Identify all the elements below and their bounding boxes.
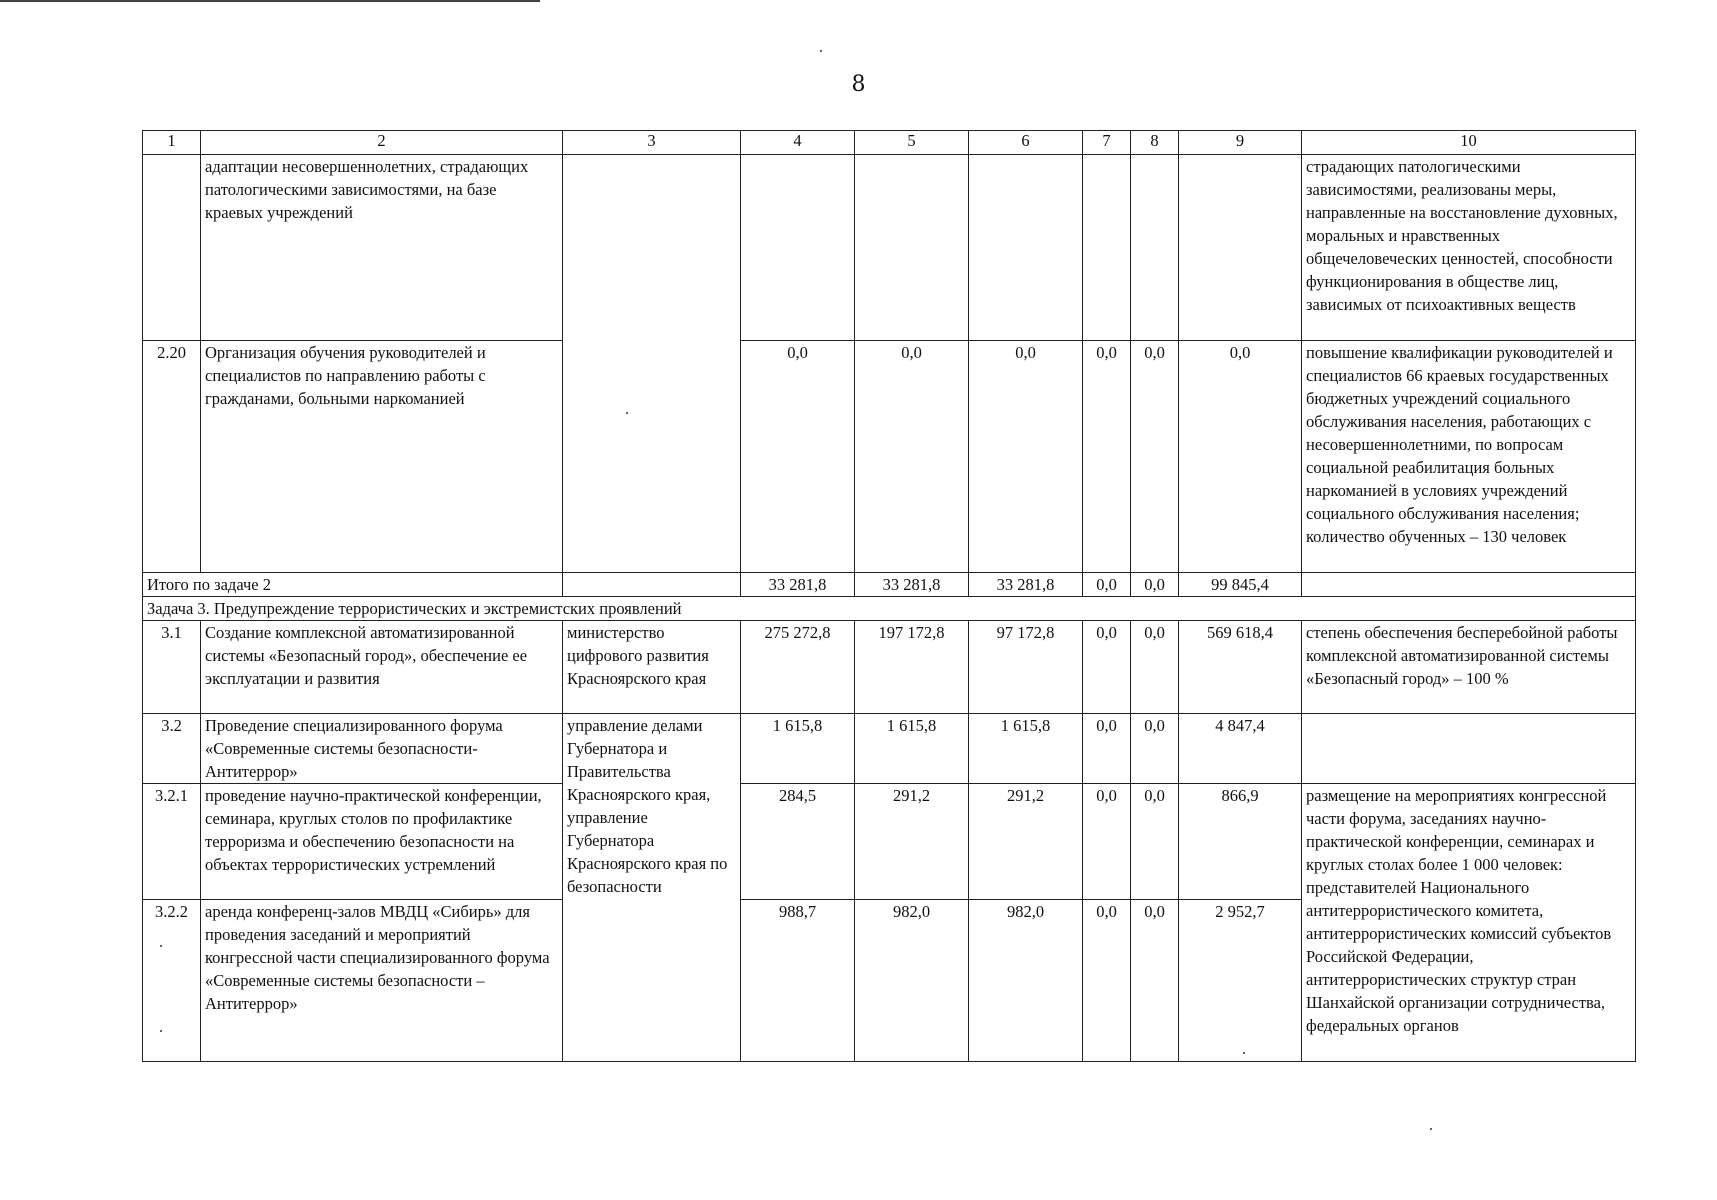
- col-header-8: 8: [1131, 131, 1179, 155]
- col-header-10: 10: [1302, 131, 1636, 155]
- program-table: [142, 130, 1636, 1062]
- row-number: 3.2: [143, 714, 201, 784]
- col-header-1: 1: [143, 131, 201, 155]
- total-value-7: 0,0: [1083, 573, 1131, 597]
- table-row-3-2: [143, 714, 1636, 784]
- executor-cell: [563, 155, 741, 573]
- value-9: 0,0: [1179, 341, 1302, 573]
- col-header-3: 3: [563, 131, 741, 155]
- value-4: 0,0: [741, 341, 855, 573]
- value-4: 988,7: [741, 900, 855, 1062]
- col-header-4: 4: [741, 131, 855, 155]
- measure-name: Организация обучения руководителей и специалистов по направлению работы с гражданами, больными наркоманией: [201, 341, 563, 573]
- value-6: 0,0: [969, 341, 1083, 573]
- value-9: 4 847,4: [1179, 714, 1302, 784]
- total-label: Итого по задаче 2: [143, 573, 563, 597]
- value-5: 982,0: [855, 900, 969, 1062]
- value-4: [741, 155, 855, 341]
- total-value-8: 0,0: [1131, 573, 1179, 597]
- value-7: 0,0: [1083, 714, 1131, 784]
- value-5: 0,0: [855, 341, 969, 573]
- executor-cell: министерство цифрового развития Красноярского края: [563, 621, 741, 714]
- measure-name: проведение научно-практической конференции, семинара, круглых столов по профилактике терроризма и обеспечению безопасности на объектах террористических устремлений: [201, 784, 563, 900]
- measure-name: адаптации несовершеннолетних, страдающих патологическими зависимостями, на базе краевых учреждений: [201, 155, 563, 341]
- scan-speck: [1430, 1128, 1432, 1130]
- row-number: 3.2.2: [143, 900, 201, 1062]
- value-8: 0,0: [1131, 900, 1179, 1062]
- value-7: [1083, 155, 1131, 341]
- measure-name: Создание комплексной автоматизированной системы «Безопасный город», обеспечение ее эксплуатации и развития: [201, 621, 563, 714]
- expected-result: размещение на мероприятиях конгрессной части форума, заседаниях научно-практической конференции, семинарах и круглых столах более 1 000 человек: представителей Национального антитеррористического комитета, антитеррористических комиссий субъектов Российской Федерации, антитеррористических структур стран Шанхайской организации сотрудничества, федеральных органов: [1302, 784, 1636, 1062]
- col-header-2: 2: [201, 131, 563, 155]
- row-number: 2.20: [143, 341, 201, 573]
- scan-speck: [820, 50, 822, 52]
- expected-result: [1302, 714, 1636, 784]
- expected-result: степень обеспечения бесперебойной работы комплексной автоматизированной системы «Безопасный город» – 100 %: [1302, 621, 1636, 714]
- value-9: 866,9: [1179, 784, 1302, 900]
- value-5: [855, 155, 969, 341]
- value-8: 0,0: [1131, 621, 1179, 714]
- col-header-9: 9: [1179, 131, 1302, 155]
- row-number: 3.2.1: [143, 784, 201, 900]
- value-9: 569 618,4: [1179, 621, 1302, 714]
- col-header-7: 7: [1083, 131, 1131, 155]
- value-5: 1 615,8: [855, 714, 969, 784]
- value-8: 0,0: [1131, 341, 1179, 573]
- expected-result: [1302, 573, 1636, 597]
- col-header-6: 6: [969, 131, 1083, 155]
- total-value-9: 99 845,4: [1179, 573, 1302, 597]
- measure-name: аренда конференц-залов МВДЦ «Сибирь» для проведения заседаний и мероприятий конгрессной части специализированного форума «Современные системы безопасности – Антитеррор»: [201, 900, 563, 1062]
- executor-cell: управление делами Губернатора и Правительства Красноярского края, управление Губернатора Красноярского края по безопасности: [563, 714, 741, 1062]
- value-7: 0,0: [1083, 784, 1131, 900]
- table-row-task-3-header: [143, 597, 1636, 621]
- total-value-4: 33 281,8: [741, 573, 855, 597]
- measure-name: Проведение специализированного форума «Современные системы безопасности-Антитеррор»: [201, 714, 563, 784]
- value-8: [1131, 155, 1179, 341]
- value-8: 0,0: [1131, 714, 1179, 784]
- total-value-6: 33 281,8: [969, 573, 1083, 597]
- table-row-continuation: [143, 155, 1636, 341]
- value-5: 291,2: [855, 784, 969, 900]
- col-header-5: 5: [855, 131, 969, 155]
- table-row-3-2-1: [143, 784, 1636, 900]
- row-number: 3.1: [143, 621, 201, 714]
- value-4: 284,5: [741, 784, 855, 900]
- total-value-5: 33 281,8: [855, 573, 969, 597]
- value-5: 197 172,8: [855, 621, 969, 714]
- value-7: 0,0: [1083, 341, 1131, 573]
- value-6: 1 615,8: [969, 714, 1083, 784]
- executor-cell: [563, 573, 741, 597]
- row-number: [143, 155, 201, 341]
- value-7: 0,0: [1083, 900, 1131, 1062]
- table-row-2-20: [143, 341, 1636, 573]
- value-6: 291,2: [969, 784, 1083, 900]
- value-8: 0,0: [1131, 784, 1179, 900]
- value-4: 1 615,8: [741, 714, 855, 784]
- value-6: 982,0: [969, 900, 1083, 1062]
- value-9: [1179, 155, 1302, 341]
- top-scan-rule: [0, 0, 540, 2]
- column-number-row: [143, 131, 1636, 155]
- page-number: 8: [851, 72, 866, 97]
- value-6: [969, 155, 1083, 341]
- table-row-3-1: [143, 621, 1636, 714]
- value-7: 0,0: [1083, 621, 1131, 714]
- expected-result: страдающих патологическими зависимостями, реализованы меры, направленные на восстановление духовных, моральных и нравственных общечеловеческих ценностей, способности функционирования в обществе лиц, зависимых от психоактивных веществ: [1302, 155, 1636, 341]
- table-row-total-task-2: [143, 573, 1636, 597]
- value-4: 275 272,8: [741, 621, 855, 714]
- expected-result: повышение квалификации руководителей и специалистов 66 краевых государственных бюджетных учреждений социального обслуживания населения, работающих с несовершеннолетними, по вопросам социальной реабилитация больных наркоманией в условиях учреждений социального обслуживания населения; количество обученных – 130 человек: [1302, 341, 1636, 573]
- value-6: 97 172,8: [969, 621, 1083, 714]
- value-9: 2 952,7: [1179, 900, 1302, 1062]
- task-heading: Задача 3. Предупреждение террористических и экстремистских проявлений: [143, 597, 1636, 621]
